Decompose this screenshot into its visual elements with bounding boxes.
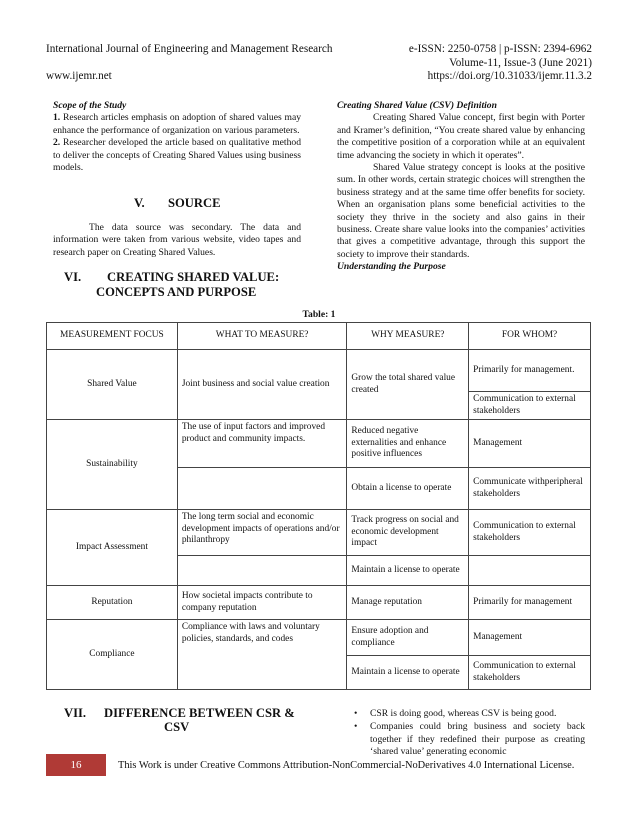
why-cell: Manage reputation [347,586,469,620]
issn: e-ISSN: 2250-0758 | p-ISSN: 2394-6962 [408,43,592,55]
scope-item-text: Researcher developed the article based on qualitative method to deliver the concepts of Creating Shared Values using business models. [53,137,301,174]
bullet-icon: • [354,708,358,719]
table-row [47,510,591,556]
section6-number: VI. [64,270,82,284]
why-cell: Reduced negative externalities and enhance positive influences [347,420,469,468]
bullet-icon: • [354,721,358,733]
section5-number: V. [134,196,145,210]
whom-cell: Communication to external stakeholders [469,392,591,420]
whom-cell: Management [469,420,591,468]
scope-item-number: 2. [53,137,61,149]
why-cell: Obtain a license to operate [347,468,469,510]
focus-cell: Impact Assessment [47,510,178,586]
whom-cell: Primarily for management. [469,350,591,392]
table-header-row [47,323,591,350]
focus-cell: Shared Value [47,350,178,420]
what-cell [177,468,347,510]
license-notice: This Work is under Creative Commons Attribution-NonCommercial-NoDerivatives 4.0 International License. [118,760,575,771]
left-column [53,100,301,174]
table-row [47,350,591,392]
csv-paragraph-1: Creating Shared Value concept, first begin with Porter and Kramer’s definition, “You create shared value by enhancing the competitive position of a corporation while at an equivalent time advancing the society in which it operates”. [337,112,585,161]
journal-website[interactable]: www.ijemr.net [46,70,112,82]
whom-cell: Communicate withperipheral stakeholders [469,468,591,510]
focus-cell: Compliance [47,620,178,690]
why-cell: Maintain a license to operate [347,556,469,586]
column-header: FOR WHOM? [469,323,591,350]
whom-cell: Communication to external stakeholders [469,656,591,690]
journal-title: International Journal of Engineering and Management Research [46,43,333,55]
why-cell: Maintain a license to operate [347,656,469,690]
why-cell: Ensure adoption and compliance [347,620,469,656]
what-cell: Joint business and social value creation [177,350,347,420]
article-doi[interactable]: https://doi.org/10.31033/ijemr.11.3.2 [427,70,592,82]
what-cell [177,556,347,586]
column-header: WHAT TO MEASURE? [177,323,347,350]
focus-cell: Sustainability [47,420,178,510]
what-cell: The use of input factors and improved product and community impacts. [177,420,347,468]
right-column [337,100,585,274]
csv-definition-heading: Creating Shared Value (CSV) Definition [337,100,497,111]
scope-item-1 [53,112,301,137]
whom-cell: Communication to external stakeholders [469,510,591,556]
whom-cell [469,556,591,586]
bullet-text: CSR is doing good, whereas CSV is being good. [370,708,557,719]
table-row [47,420,591,468]
page-number: 16 [70,759,82,771]
section7-title-line1: DIFFERENCE BETWEEN CSR & [104,706,295,720]
source-paragraph [53,222,301,259]
what-cell: How societal impacts contribute to company reputation [177,586,347,620]
table-row [47,586,591,620]
whom-cell: Primarily for management [469,586,591,620]
what-cell: The long term social and economic development impacts of operations and/or philanthropy [177,510,347,556]
csv-paragraph-2: Shared Value strategy concept is looks at the positive sum. In other words, certain strategic choices will strengthen the business strategy and at the same time offer benefits for society. When an organisation plans some beneficial activities to the society they thrive in the society and also gains in their business. Create share value looks into the companies’ activities that gives a competitive advantage, through this support the society to improve their standards. [337,162,585,260]
section7-title-line2: CSV [164,720,190,734]
measurement-table [46,322,591,690]
table-caption: Table: 1 [302,309,336,320]
page-number-box [46,754,106,776]
difference-bullets [348,708,585,760]
bullet-item [348,721,585,758]
what-cell: Compliance with laws and voluntary policies, standards, and codes [177,620,347,690]
focus-cell: Reputation [47,586,178,620]
bullet-text: Companies could bring business and society back together if they redefined their purpose as creating ‘shared value’ generating economic [370,721,585,758]
bullet-item [348,708,585,720]
column-header: WHY MEASURE? [347,323,469,350]
section6-title-line1: CREATING SHARED VALUE: [107,270,280,284]
scope-item-number: 1. [53,112,61,124]
column-header: MEASUREMENT FOCUS [47,323,178,350]
section7-number: VII. [64,706,87,720]
section6-title-line2: CONCEPTS AND PURPOSE [96,285,257,299]
why-cell: Track progress on social and economic development impact [347,510,469,556]
scope-item-2 [53,137,301,174]
purpose-heading: Understanding the Purpose [337,261,446,273]
whom-cell: Management [469,620,591,656]
table-row [47,620,591,656]
scope-item-text: Research articles emphasis on adoption of shared values may enhance the performance of organization on various parameters. [53,112,301,136]
volume-issue: Volume-11, Issue-3 (June 2021) [449,57,592,69]
source-text: The data source was secondary. The data and information were taken from various website, video tapes and research paper on Creating Shared Values. [53,222,301,258]
section5-title: SOURCE [168,196,221,210]
why-cell: Grow the total shared value created [347,350,469,420]
scope-heading: Scope of the Study [53,100,127,111]
